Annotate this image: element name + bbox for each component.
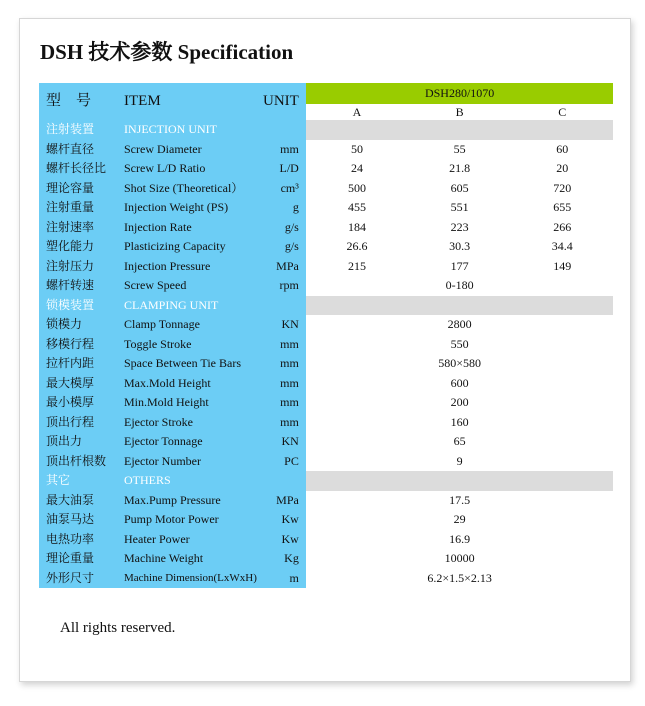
section-unit-blank	[263, 120, 306, 140]
value-all: 6.2×1.5×2.13	[427, 570, 492, 585]
section-cn-label: 锁模装置	[39, 296, 118, 316]
value-c: 149	[553, 258, 572, 273]
param-unit: mm	[263, 393, 306, 413]
section-unit-blank	[263, 296, 306, 316]
param-en-label: Heater Power	[118, 530, 263, 550]
param-cn-label: 塑化能力	[39, 237, 118, 257]
value-b: 223	[450, 219, 469, 234]
header-item: ITEM	[118, 83, 263, 120]
param-unit: Kw	[263, 530, 306, 550]
table-row	[39, 530, 613, 550]
param-en-label: Min.Mold Height	[118, 393, 263, 413]
param-unit: mm	[263, 354, 306, 374]
spec-table	[39, 83, 613, 588]
param-cn-label: 顶出力	[39, 432, 118, 452]
param-unit: rpm	[263, 276, 306, 296]
param-unit: MPa	[263, 257, 306, 277]
value-all: 2800	[447, 317, 472, 331]
param-cn-label: 移模行程	[39, 335, 118, 355]
param-unit: Kw	[263, 510, 306, 530]
section-en-label: INJECTION UNIT	[118, 120, 263, 140]
param-en-label: Clamp Tonnage	[118, 315, 263, 335]
value-all: 200	[450, 395, 469, 409]
table-row	[39, 452, 613, 472]
param-en-label: Ejector Number	[118, 452, 263, 472]
param-cn-label: 螺杆转速	[39, 276, 118, 296]
table-row	[39, 276, 613, 296]
value-c: 655	[553, 200, 572, 214]
table-row	[39, 393, 613, 413]
section-en-label: CLAMPING UNIT	[118, 296, 263, 316]
table-row	[39, 569, 613, 589]
param-cn-label: 最大油泵	[39, 491, 118, 511]
value-a: 50	[350, 141, 363, 156]
header-variant-c: C	[558, 105, 567, 119]
value-b: 30.3	[449, 239, 471, 253]
param-cn-label: 锁模力	[39, 315, 118, 335]
param-cn-label: 顶出杆根数	[39, 452, 118, 472]
param-unit: g/s	[263, 218, 306, 238]
table-row	[39, 432, 613, 452]
section-row-injection	[39, 120, 613, 140]
table-row	[39, 374, 613, 394]
param-en-label: Injection Weight (PS)	[118, 198, 263, 218]
param-unit: cm³	[263, 179, 306, 199]
value-b: 21.8	[449, 161, 471, 175]
param-unit: mm	[263, 413, 306, 433]
table-row	[39, 510, 613, 530]
section-cn-label: 注射装置	[39, 120, 118, 140]
table-row	[39, 198, 613, 218]
param-unit: g	[263, 198, 306, 218]
param-cn-label: 拉杆内距	[39, 354, 118, 374]
param-en-label: Ejector Tonnage	[118, 432, 263, 452]
table-row	[39, 315, 613, 335]
param-unit: KN	[263, 315, 306, 335]
param-unit: PC	[263, 452, 306, 472]
param-cn-label: 电热功率	[39, 530, 118, 550]
value-all: 600	[450, 375, 469, 390]
table-row	[39, 257, 613, 277]
value-all: 9	[456, 453, 463, 468]
header-unit: UNIT	[263, 83, 306, 120]
value-b: 551	[450, 200, 469, 214]
param-en-label: Injection Pressure	[118, 257, 263, 277]
header-model-name: DSH280/1070	[306, 83, 614, 104]
param-cn-label: 理论容量	[39, 179, 118, 199]
table-row	[39, 491, 613, 511]
param-cn-label: 螺杆长径比	[39, 159, 118, 179]
value-all: 0-180	[445, 278, 474, 292]
param-unit: m	[263, 569, 306, 589]
value-b: 605	[450, 180, 469, 195]
value-all: 29	[453, 512, 466, 526]
param-unit: Kg	[263, 549, 306, 569]
table-row	[39, 335, 613, 355]
param-unit: mm	[263, 374, 306, 394]
value-b: 55	[453, 141, 466, 156]
param-cn-label: 最小模厚	[39, 393, 118, 413]
param-cn-label: 外形尺寸	[39, 569, 118, 589]
value-a: 26.6	[346, 239, 368, 253]
table-row	[39, 179, 613, 199]
param-en-label: Pump Motor Power	[118, 510, 263, 530]
value-all: 17.5	[449, 492, 471, 507]
param-en-label: Ejector Stroke	[118, 413, 263, 433]
header-model: 型 号	[39, 83, 118, 120]
param-en-label: Screw L/D Ratio	[118, 159, 263, 179]
param-cn-label: 最大模厚	[39, 374, 118, 394]
param-en-label: Shot Size (Theoretical）	[118, 179, 263, 199]
value-c: 34.4	[551, 239, 573, 253]
value-all: 10000	[444, 551, 475, 565]
table-row	[39, 159, 613, 179]
value-c: 60	[556, 141, 569, 156]
section-divider	[306, 120, 614, 140]
param-cn-label: 顶出行程	[39, 413, 118, 433]
param-cn-label: 注射速率	[39, 218, 118, 238]
table-row	[39, 549, 613, 569]
section-row-clamping	[39, 296, 613, 316]
value-all: 16.9	[449, 531, 471, 546]
table-row	[39, 140, 613, 160]
section-divider	[306, 296, 614, 316]
param-en-label: Machine Dimension(LxWxH)	[118, 569, 263, 589]
param-unit: MPa	[263, 491, 306, 511]
param-cn-label: 油泵马达	[39, 510, 118, 530]
value-all: 65	[453, 434, 466, 448]
param-en-label: Injection Rate	[118, 218, 263, 238]
param-en-label: Toggle Stroke	[118, 335, 263, 355]
section-row-others	[39, 471, 613, 491]
param-en-label: Max.Mold Height	[118, 374, 263, 394]
value-b: 177	[450, 258, 469, 273]
param-cn-label: 注射压力	[39, 257, 118, 277]
value-a: 500	[347, 180, 366, 195]
value-c: 266	[553, 219, 572, 234]
table-row	[39, 218, 613, 238]
param-unit: L/D	[263, 159, 306, 179]
param-en-label: Screw Speed	[118, 276, 263, 296]
param-cn-label: 理论重量	[39, 549, 118, 569]
param-unit: mm	[263, 335, 306, 355]
section-en-label: OTHERS	[118, 471, 263, 491]
value-all: 550	[450, 336, 469, 351]
param-en-label: Space Between Tie Bars	[118, 354, 263, 374]
section-cn-label: 其它	[39, 471, 118, 491]
table-row	[39, 237, 613, 257]
value-a: 24	[350, 161, 363, 175]
value-c: 720	[553, 180, 572, 195]
header-variant-a: A	[352, 105, 362, 119]
page-title: DSH 技术参数 Specification	[40, 40, 294, 64]
table-row	[39, 413, 613, 433]
param-cn-label: 螺杆直径	[39, 140, 118, 160]
footer-text: All rights reserved.	[60, 620, 176, 636]
section-unit-blank	[263, 471, 306, 491]
value-all: 160	[450, 414, 469, 429]
header-variant-b: B	[455, 105, 464, 119]
param-en-label: Plasticizing Capacity	[118, 237, 263, 257]
value-a: 184	[347, 219, 366, 234]
section-divider	[306, 471, 614, 491]
param-unit: mm	[263, 140, 306, 160]
param-en-label: Max.Pump Pressure	[118, 491, 263, 511]
param-en-label: Machine Weight	[118, 549, 263, 569]
param-en-label: Screw Diameter	[118, 140, 263, 160]
param-unit: g/s	[263, 237, 306, 257]
value-c: 20	[556, 161, 569, 175]
param-cn-label: 注射重量	[39, 198, 118, 218]
value-a: 215	[347, 258, 366, 273]
value-all: 580×580	[438, 356, 482, 370]
param-unit: KN	[263, 432, 306, 452]
value-a: 455	[347, 200, 366, 214]
table-row	[39, 354, 613, 374]
